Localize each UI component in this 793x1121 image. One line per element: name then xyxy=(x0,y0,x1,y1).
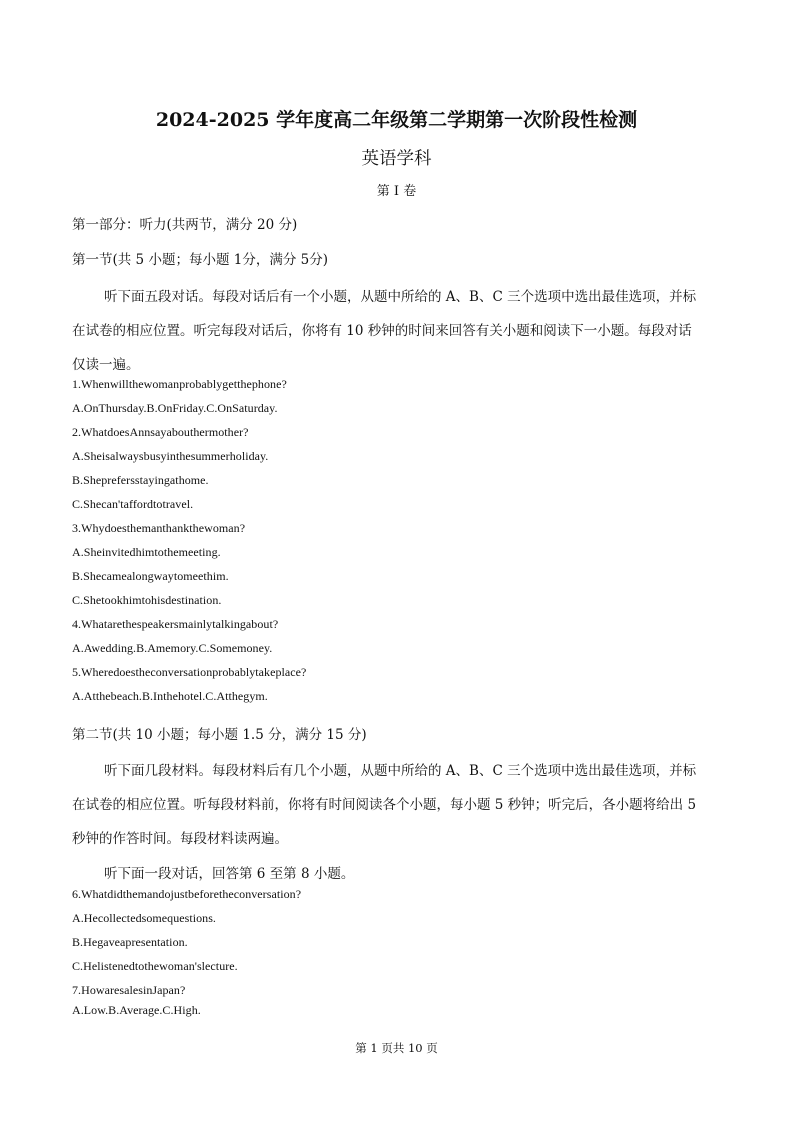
option-line: B.Shecamealongwaytomeethim. xyxy=(72,569,229,583)
volume-label: 第 I 卷 xyxy=(376,184,417,199)
question-line: 4.Whatarethespeakersmainlytalkingabout? xyxy=(72,617,279,631)
page-number-footer: 第 1 页共 10 页 xyxy=(355,1041,438,1055)
section2-heading: 第二节(共 10 小题；每小题 1.5 分，满分 15 分) xyxy=(72,727,367,743)
option-line: A.Sheisalwaysbusyinthesummerholiday. xyxy=(72,449,269,463)
question-line: 7.HowaresalesinJapan? xyxy=(72,983,186,997)
sub-instruction: 听下面一段对话，回答第 6 至第 8 小题。 xyxy=(104,866,355,882)
part1-heading: 第一部分：听力(共两节，满分 20 分) xyxy=(72,217,298,233)
section1-heading: 第一节(共 5 小题；每小题 1分，满分 5分) xyxy=(72,252,328,268)
question-line: 5.Wheredoestheconversationprobablytakeplace? xyxy=(72,665,307,679)
option-line: A.Atthebeach.B.Inthehotel.C.Atthegym. xyxy=(72,689,268,703)
instruction-line: 听下面五段对话。每段对话后有一个小题，从题中所给的 A、B、C 三个选项中选出最佳选项，并标 xyxy=(104,289,697,305)
question-line: 2.WhatdoesAnnsayabouthermother? xyxy=(72,425,249,439)
instruction-line: 听下面几段材料。每段材料后有几个小题，从题中所给的 A、B、C 三个选项中选出最佳选项，并标 xyxy=(104,763,697,779)
option-line: A.Sheinvitedhimtothemeeting. xyxy=(72,545,221,559)
option-line: B.Hegaveapresentation. xyxy=(72,935,188,949)
question-line: 1.Whenwillthewomanprobablygetthephone? xyxy=(72,377,287,391)
instruction-line: 秒钟的作答时间。每段材料读两遍。 xyxy=(72,831,288,847)
instruction-line: 仅读一遍。 xyxy=(72,357,140,373)
option-line: B.Sheprefersstayingathome. xyxy=(72,473,209,487)
option-line: A.Awedding.B.Amemory.C.Somemoney. xyxy=(72,641,273,655)
option-line: C.Shetookhimtohisdestination. xyxy=(72,593,222,607)
option-line: A.Hecollectedsomequestions. xyxy=(72,911,216,925)
question-line: 3.Whydoesthemanthankthewoman? xyxy=(72,521,246,535)
instruction-line: 在试卷的相应位置。听每段材料前，你将有时间阅读各个小题，每小题 5 秒钟；听完后，各小题将给出 5 xyxy=(72,797,697,813)
question-line: 6.Whatdidthemandojustbeforetheconversation? xyxy=(72,887,302,901)
option-line: A.Low.B.Average.C.High. xyxy=(72,1003,201,1017)
option-line: A.OnThursday.B.OnFriday.C.OnSaturday. xyxy=(72,401,278,415)
subject-title: 英语学科 xyxy=(361,149,432,169)
exam-title: 2024-2025 学年度高二年级第二学期第一次阶段性检测 xyxy=(155,109,638,131)
option-line: C.Helistenedtothewoman'slecture. xyxy=(72,959,238,973)
option-line: C.Shecan'taffordtotravel. xyxy=(72,497,194,511)
instruction-line: 在试卷的相应位置。听完每段对话后，你将有 10 秒钟的时间来回答有关小题和阅读下一小题。每段对话 xyxy=(72,323,692,339)
